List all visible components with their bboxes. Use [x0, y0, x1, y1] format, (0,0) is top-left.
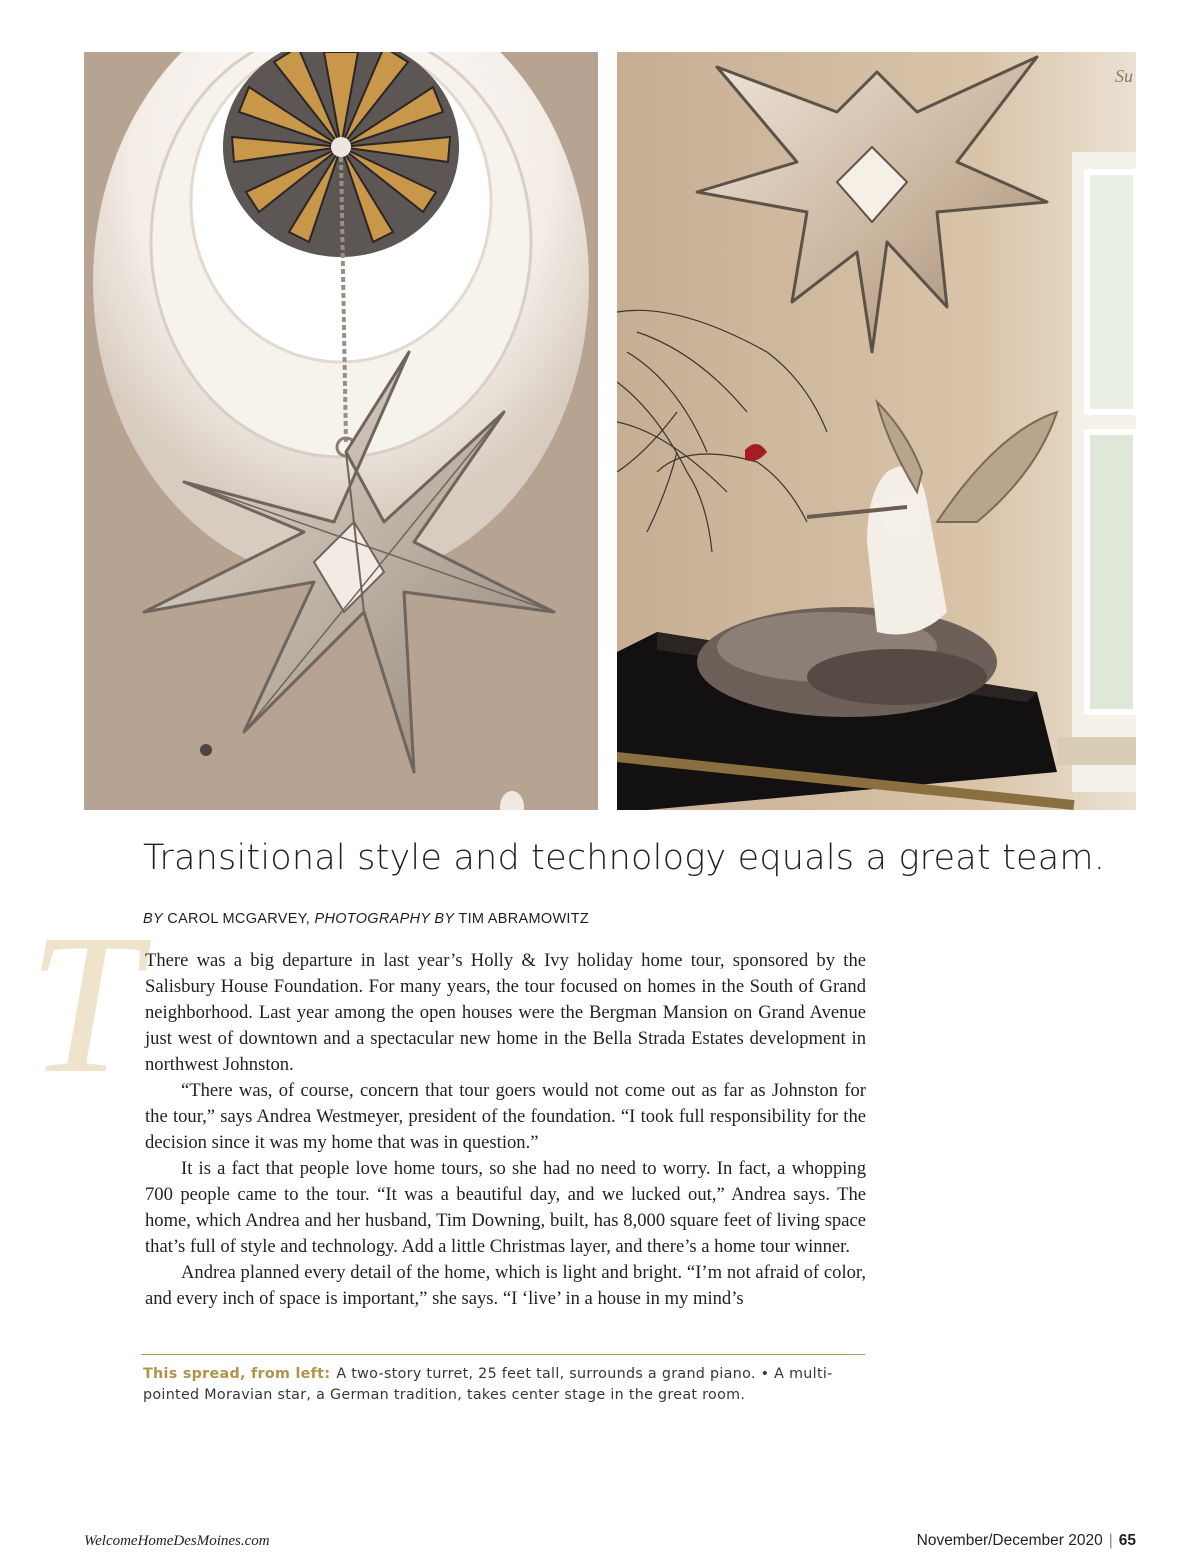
- drop-cap: T: [28, 894, 140, 1115]
- byline-by-label: BY: [143, 911, 163, 927]
- page-number: 65: [1118, 1532, 1136, 1549]
- photo-turret-star: [84, 52, 598, 810]
- svg-text:Su: Su: [1115, 66, 1133, 86]
- paragraph: There was a big departure in last year’s Holly & Ivy holiday home tour, sponsored by the Salisbury House Foundation. For many years, the tour focused on homes in the South of Grand neighborhood. Last year among the open houses were the Bergman Mansion on Grand Avenue just west of downtown and a spectacular new home in the Bella Strada Estates development in northwest Johnston.: [145, 950, 866, 1075]
- photo-caption: [143, 1364, 865, 1406]
- article-body: [145, 948, 866, 1312]
- footer-separator: |: [1108, 1532, 1113, 1549]
- caption-text: A two-story turret, 25 feet tall, surrounds a grand piano. • A multi-pointed Moravian star, a German tradition, takes center stage in the great room.: [143, 1366, 833, 1403]
- star-piano-illustration: [617, 52, 1136, 810]
- byline: [143, 911, 589, 927]
- caption-divider: [141, 1354, 865, 1355]
- paragraph: It is a fact that people love home tours, so she had no need to worry. In fact, a whopping 700 people came to the tour. “It was a beautiful day, and we lucked out,” Andrea says. The home, which Andrea and her husband, Tim Downing, built, has 8,000 square feet of living space that’s full of style and technology. Add a little Christmas layer, and there’s a home tour winner.: [145, 1158, 866, 1257]
- byline-author: CAROL MCGARVEY,: [167, 911, 311, 927]
- paragraph: Andrea planned every detail of the home, which is light and bright. “I’m not afraid of color, and every inch of space is important,” she says. “I ‘live’ in a house in my mind’s: [145, 1262, 866, 1309]
- caption-lead: This spread, from left:: [143, 1366, 331, 1382]
- photo-star-piano-angel: [617, 52, 1136, 810]
- byline-photo-label: PHOTOGRAPHY BY: [314, 911, 455, 927]
- footer-issue: [917, 1532, 1136, 1550]
- paragraph: “There was, of course, concern that tour goers would not come out as far as Johnston for the tour,” says Andrea Westmeyer, president of the foundation. “I took full responsibility for the decision since it was my home that was in question.”: [145, 1080, 866, 1153]
- byline-photographer: TIM ABRAMOWITZ: [458, 911, 590, 927]
- issue-date: November/December 2020: [916, 1532, 1103, 1549]
- headline: Transitional style and technology equals a great team.: [143, 838, 1106, 878]
- turret-star-illustration: [84, 52, 598, 810]
- footer-website: WelcomeHomeDesMoines.com: [84, 1533, 270, 1549]
